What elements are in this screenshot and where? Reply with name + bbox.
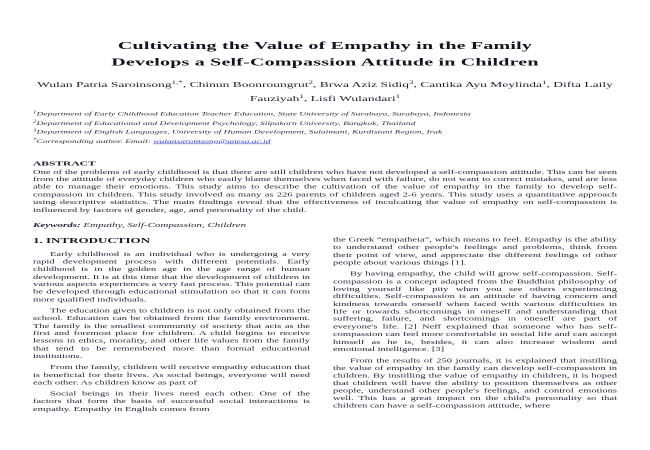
author-name: Difta Laily Fauziyah [249,80,613,103]
affiliation-superscript: 3 [33,128,37,133]
author-name: Cantika Ayu Meylinda [420,80,542,89]
paper-title-line-1: Cultivating the Value of Empathy in the Family [117,39,533,52]
two-column-body [33,237,617,417]
author-superscript: 1 [299,93,304,99]
paragraph: Early childhood is an individual who is undergoing a very rapid development process with different potentials. Early childhood is in the golden age in the age range of human development. It is at this time that the development of children in various aspects experiences a very fast process. This potential can be developed through educational stimulation so that it can form more qualified individuals. [33,251,310,303]
introduction-heading: 1. INTRODUCTION [33,236,151,245]
author-superscript: 3 [408,79,414,86]
author-name: Brwa Aziz Sidiq [319,80,409,89]
keywords-value: Empathy, Self-Compassion, Children [80,222,247,230]
author-superscript: 1 [541,79,547,86]
corresponding-author-label: Corresponding author. Email: [36,139,154,145]
affiliation-line [33,118,617,127]
paragraph: From the family, children will receive empathy education that is beneficial for their lives. As social beings, everyone will need each other. As children know as part of [33,364,310,386]
affiliations-block [33,109,617,146]
author-superscript: 2 [308,79,313,86]
paragraph: By having empathy, the child will grow self-compassion. Self-compassion is a concept adapted from the Buddhist philosophy of loving yourself like pity when you see others experiencing difficulties. Self-compassion is an attitude of having concern and kindness towards oneself when faced with various difficulties in life or towards shortcomings in oneself and understanding that suffering, failure, and shortcomings in oneself are part of everyone's life. [2] Neff explained that someone who has self-compassion can feel more comfortable in social life and can accept himself as he is, besides, it can also increase wisdom and emotional intelligence. [3] [333,271,617,353]
affiliation-superscript: 2 [33,119,37,124]
keywords-line [33,222,617,229]
paragraph: From the results of 250 journals, it is explained that instilling the value of empathy in the family can develop self-compassion in children. By instilling the value of empathy in children, it is hoped that children will have the ability to position themselves as other people, understand other people's feelings, and control emotions well. This has a great impact on the child's personality so that children can have a self-compassion attitude, where [333,358,617,410]
author-superscript: 1 [395,93,401,99]
affiliation-text: Department of English Languages, University of Human Development, Sulaimani, Kurdistani Region, Irak [36,130,443,136]
corresponding-email-link[interactable]: wulansaroinsong@unesa.ac.id [153,139,271,145]
author-name: Wulan Patria Saroinsong [37,80,172,89]
author-separator: , [182,80,190,89]
author-name: Lisfi Wulandari [310,94,396,103]
paragraph: The education given to children is not only obtained from the school. Education can be obtained from the family environment. The family is the smallest community of society that acts as the first and foremost place for children. A child begins to receive lessons in ethics, morality, and other life values from the family that tend to be remembered more than formal educational institutions. [33,308,310,360]
affiliation-superscript: 1 [33,110,37,115]
author-separator: , [413,80,421,89]
authors-line [33,77,617,104]
right-column [333,237,617,417]
paragraph: Social beings in their lives need each other. One of the factors that form the basis of successful social interactions is empathy. Empathy in English comes from [33,391,310,413]
affiliation-line [33,109,617,118]
author-separator: , [303,94,311,103]
paragraph: the Greek “empatheia”, which means to feel. Empathy is the ability to understand other people's feelings and problems, think from their point of view, and appreciate the different feelings of other people about various things [1]. [333,237,617,266]
abstract-heading: ABSTRACT [33,160,96,167]
paper-title-line-2: Develops a Self-Compassion Attitude in Children [111,56,539,69]
abstract-text: One of the problems of early childhood is that there are still children who have not developed a self-compassion attitude. This can be seen from the attitude of everyday children who easily blame themselves when faced with failure, do not want to correct mistakes, and are less able to manage their emotions. This study aims to describe the cultivation of the value of empathy in the family to develop self-compassion in children. This study involved as many as 226 parents of children aged 2-6 years. This study uses a quantitative approach using descriptive statistics. The main findings reveal that the effectiveness of inculcating the value of empathy on self-compassion is influenced by factors of gender, age, and personality of the child. [33,169,617,214]
affiliation-text: Department of Educational and Development Psychology, Silpakorn University, Bangkok, Thailand [36,120,416,127]
keywords-label: Keywords: [33,222,81,230]
corresponding-author-line [33,136,617,145]
author-name: Chinun Boonroungrut [189,80,309,89]
corresponding-author-marker: * [33,137,37,142]
author-separator: , [312,80,320,89]
affiliation-text: Department of Early Childhood Education Teacher Education, State University of Surabaya, Surabaya, Indonesia [36,111,471,118]
author-separator: , [546,80,554,89]
paper-title [33,37,617,70]
author-superscript: 1,* [171,79,183,86]
affiliation-line [33,127,617,136]
left-column [33,237,310,417]
